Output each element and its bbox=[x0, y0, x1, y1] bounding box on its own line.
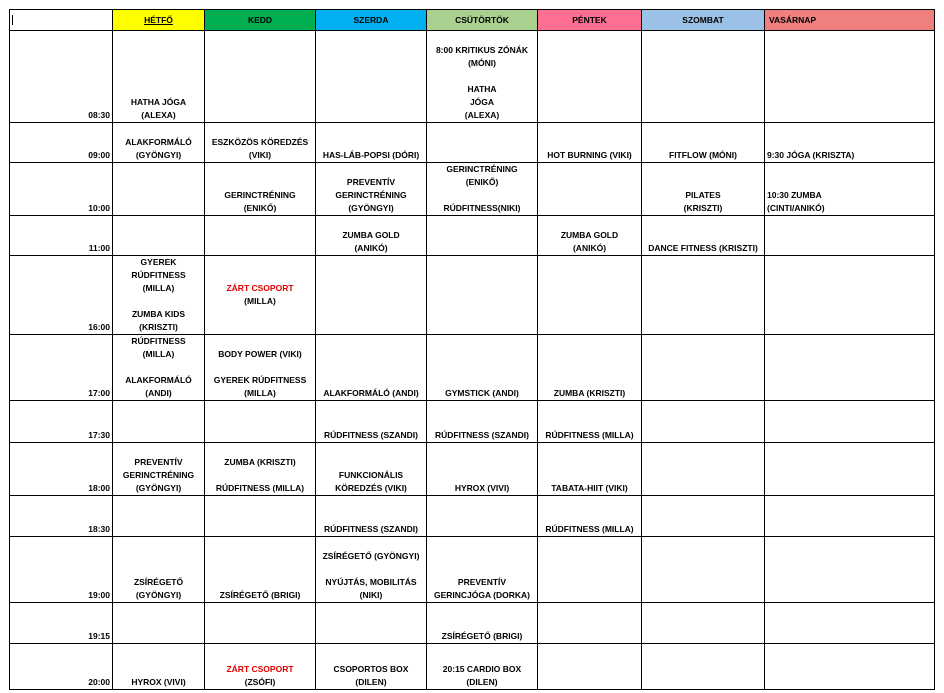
class-cell[interactable] bbox=[113, 401, 205, 443]
class-cell[interactable]: BODY POWER (VIKI) GYEREK RÚDFITNESS (MILLA) bbox=[205, 335, 316, 401]
corner-cell[interactable] bbox=[10, 10, 113, 31]
class-cell[interactable]: GERINCTRÉNING (ENIKŐ) RÚDFITNESS(NIKI) bbox=[427, 163, 538, 216]
schedule-row bbox=[10, 123, 935, 163]
class-cell[interactable]: ZSÍRÉGETŐ (BRIGI) bbox=[205, 537, 316, 603]
class-cell[interactable] bbox=[765, 644, 935, 690]
class-cell[interactable] bbox=[642, 335, 765, 401]
instructor-label: (ZSÓFI) bbox=[244, 677, 276, 687]
class-cell[interactable] bbox=[205, 496, 316, 537]
class-cell[interactable]: GERINCTRÉNING (ENIKŐ) bbox=[205, 163, 316, 216]
schedule-row bbox=[10, 443, 935, 496]
class-cell[interactable] bbox=[642, 256, 765, 335]
class-cell[interactable] bbox=[538, 644, 642, 690]
class-cell[interactable]: ZUMBA GOLD (ANIKÓ) bbox=[538, 216, 642, 256]
class-cell[interactable] bbox=[205, 31, 316, 123]
class-cell[interactable]: DANCE FITNESS (KRISZTI) bbox=[642, 216, 765, 256]
class-cell[interactable] bbox=[427, 216, 538, 256]
class-cell[interactable] bbox=[642, 603, 765, 644]
schedule-row bbox=[10, 163, 935, 216]
class-cell[interactable]: CSOPORTOS BOX (DILEN) bbox=[316, 644, 427, 690]
class-cell[interactable] bbox=[538, 256, 642, 335]
class-cell[interactable] bbox=[642, 496, 765, 537]
schedule-row bbox=[10, 335, 935, 401]
schedule-row bbox=[10, 496, 935, 537]
class-cell[interactable] bbox=[765, 496, 935, 537]
class-cell[interactable] bbox=[765, 335, 935, 401]
class-cell[interactable]: FITFLOW (MÓNI) bbox=[642, 123, 765, 163]
class-cell[interactable]: HYROX (VIVI) bbox=[427, 443, 538, 496]
closed-group-label: ZÁRT CSOPORT bbox=[226, 283, 294, 293]
class-cell[interactable] bbox=[642, 537, 765, 603]
class-cell[interactable] bbox=[642, 644, 765, 690]
class-cell[interactable] bbox=[765, 443, 935, 496]
class-cell[interactable] bbox=[205, 603, 316, 644]
time-cell[interactable]: 09:00 bbox=[10, 123, 113, 163]
time-cell[interactable]: 18:30 bbox=[10, 496, 113, 537]
class-cell[interactable] bbox=[113, 603, 205, 644]
class-cell[interactable] bbox=[205, 216, 316, 256]
day-label: SZERDA bbox=[353, 14, 389, 25]
class-cell[interactable] bbox=[205, 401, 316, 443]
class-cell[interactable] bbox=[538, 603, 642, 644]
class-cell[interactable] bbox=[427, 496, 538, 537]
schedule-row bbox=[10, 31, 935, 123]
day-label: HÉTFŐ bbox=[144, 14, 173, 25]
instructor-label: (MILLA) bbox=[244, 296, 276, 306]
time-cell[interactable]: 20:00 bbox=[10, 644, 113, 690]
time-cell[interactable]: 18:00 bbox=[10, 443, 113, 496]
text-cursor bbox=[12, 15, 13, 25]
class-cell[interactable]: RÚDFITNESS (SZANDI) bbox=[316, 401, 427, 443]
header-row bbox=[10, 10, 935, 31]
class-cell[interactable] bbox=[642, 31, 765, 123]
class-cell[interactable]: ZSÍRÉGETŐ (GYÖNGYI) bbox=[113, 537, 205, 603]
class-cell[interactable] bbox=[205, 256, 316, 335]
class-cell[interactable]: HAS-LÁB-POPSI (DÓRI) bbox=[316, 123, 427, 163]
class-cell[interactable]: ZUMBA GOLD (ANIKÓ) bbox=[316, 216, 427, 256]
day-header[interactable] bbox=[642, 10, 765, 31]
closed-group-label: ZÁRT CSOPORT bbox=[226, 664, 294, 674]
class-cell[interactable]: GYMSTICK (ANDI) bbox=[427, 335, 538, 401]
time-cell[interactable]: 08:30 bbox=[10, 31, 113, 123]
schedule-row bbox=[10, 644, 935, 690]
class-cell[interactable]: 9:30 JÓGA (KRISZTA) bbox=[765, 123, 935, 163]
class-cell[interactable]: HATHA JÓGA (ALEXA) bbox=[113, 31, 205, 123]
class-cell[interactable]: 20:15 CARDIO BOX (DILEN) bbox=[427, 644, 538, 690]
class-cell[interactable] bbox=[765, 603, 935, 644]
class-cell[interactable] bbox=[765, 401, 935, 443]
class-cell[interactable]: ALAKFORMÁLÓ (GYÖNGYI) bbox=[113, 123, 205, 163]
class-cell[interactable] bbox=[113, 163, 205, 216]
class-cell[interactable]: RÚDFITNESS (MILLA) bbox=[538, 496, 642, 537]
class-cell[interactable]: ALAKFORMÁLÓ (ANDI) bbox=[316, 335, 427, 401]
time-cell[interactable]: 10:00 bbox=[10, 163, 113, 216]
day-header[interactable] bbox=[765, 10, 935, 31]
class-cell[interactable] bbox=[765, 31, 935, 123]
day-header[interactable] bbox=[427, 10, 538, 31]
class-cell[interactable]: PILATES (KRISZTI) bbox=[642, 163, 765, 216]
day-header[interactable] bbox=[316, 10, 427, 31]
schedule-row bbox=[10, 401, 935, 443]
class-cell[interactable] bbox=[538, 31, 642, 123]
day-label: SZOMBAT bbox=[682, 14, 724, 25]
schedule-row bbox=[10, 216, 935, 256]
time-cell[interactable]: 17:00 bbox=[10, 335, 113, 401]
class-cell[interactable]: ESZKÖZÖS KÖREDZÉS (VIKI) bbox=[205, 123, 316, 163]
class-cell[interactable]: FUNKCIONÁLIS KÖREDZÉS (VIKI) bbox=[316, 443, 427, 496]
class-cell[interactable]: RÚDFITNESS (MILLA) ALAKFORMÁLÓ (ANDI) bbox=[113, 335, 205, 401]
day-label: CSÜTÖRTÖK bbox=[455, 14, 509, 25]
class-cell[interactable]: 10:30 ZUMBA (CINTI/ANIKÓ) bbox=[765, 163, 935, 216]
class-cell[interactable]: RÚDFITNESS (SZANDI) bbox=[427, 401, 538, 443]
time-cell[interactable]: 17:30 bbox=[10, 401, 113, 443]
class-cell[interactable]: PREVENTÍV GERINCJÓGA (DORKA) bbox=[427, 537, 538, 603]
class-cell[interactable] bbox=[642, 401, 765, 443]
schedule-row bbox=[10, 256, 935, 335]
day-label: PÉNTEK bbox=[572, 14, 607, 25]
class-cell[interactable] bbox=[427, 256, 538, 335]
class-cell[interactable] bbox=[538, 537, 642, 603]
day-header[interactable] bbox=[538, 10, 642, 31]
class-cell[interactable]: ZUMBA (KRISZTI) RÚDFITNESS (MILLA) bbox=[205, 443, 316, 496]
class-cell[interactable] bbox=[113, 216, 205, 256]
day-header[interactable] bbox=[205, 10, 316, 31]
class-cell[interactable] bbox=[642, 443, 765, 496]
class-cell[interactable]: RÚDFITNESS (SZANDI) bbox=[316, 496, 427, 537]
time-cell[interactable]: 16:00 bbox=[10, 256, 113, 335]
class-cell[interactable] bbox=[316, 256, 427, 335]
class-cell[interactable] bbox=[205, 644, 316, 690]
class-cell[interactable]: HOT BURNING (VIKI) bbox=[538, 123, 642, 163]
schedule-row bbox=[10, 537, 935, 603]
class-cell[interactable]: ZSÍRÉGETŐ (BRIGI) bbox=[427, 603, 538, 644]
day-label: KEDD bbox=[247, 14, 273, 25]
weekly-schedule-table bbox=[9, 9, 935, 690]
class-cell[interactable]: GYEREK RÚDFITNESS (MILLA) ZUMBA KIDS (KRISZTI) bbox=[113, 256, 205, 335]
class-cell[interactable] bbox=[765, 256, 935, 335]
class-cell[interactable] bbox=[765, 537, 935, 603]
class-cell[interactable] bbox=[316, 31, 427, 123]
class-cell[interactable]: ZSÍRÉGETŐ (GYÖNGYI) NYÚJTÁS, MOBILITÁS (NIKI) bbox=[316, 537, 427, 603]
class-cell[interactable]: 8:00 KRITIKUS ZÓNÁK (MÓNI) HATHA JÓGA (ALEXA) bbox=[427, 31, 538, 123]
class-cell[interactable]: RÚDFITNESS (MILLA) bbox=[538, 401, 642, 443]
class-cell[interactable]: PREVENTÍV GERINCTRÉNING (GYÖNGYI) bbox=[113, 443, 205, 496]
class-cell[interactable] bbox=[427, 123, 538, 163]
day-label: VASÁRNAP bbox=[769, 14, 817, 25]
class-cell[interactable]: TABATA-HIIT (VIKI) bbox=[538, 443, 642, 496]
time-cell[interactable]: 11:00 bbox=[10, 216, 113, 256]
class-cell[interactable] bbox=[316, 603, 427, 644]
class-cell[interactable]: ZUMBA (KRISZTI) bbox=[538, 335, 642, 401]
class-cell[interactable] bbox=[538, 163, 642, 216]
class-cell[interactable]: PREVENTÍV GERINCTRÉNING (GYÖNGYI) bbox=[316, 163, 427, 216]
schedule-row bbox=[10, 603, 935, 644]
class-cell[interactable] bbox=[113, 496, 205, 537]
time-cell[interactable]: 19:15 bbox=[10, 603, 113, 644]
class-cell[interactable]: HYROX (VIVI) bbox=[113, 644, 205, 690]
class-cell[interactable] bbox=[765, 216, 935, 256]
day-header[interactable] bbox=[113, 10, 205, 31]
time-cell[interactable]: 19:00 bbox=[10, 537, 113, 603]
